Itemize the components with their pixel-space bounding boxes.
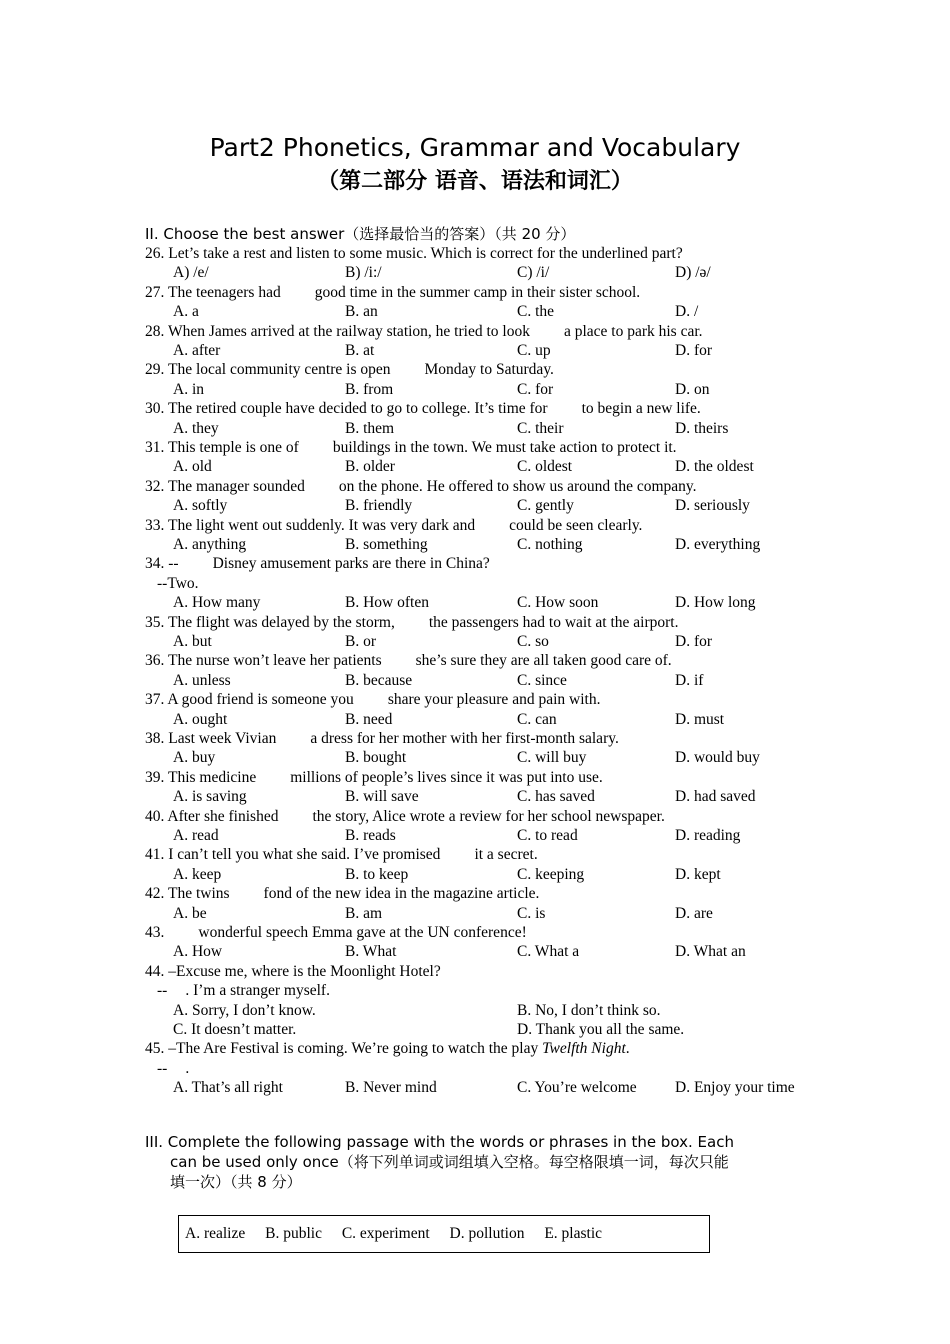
question-stem: 41. I can’t tell you what she said. I’ve promised bbox=[145, 846, 441, 864]
question-list bbox=[145, 244, 845, 1098]
option: A. but bbox=[173, 632, 212, 650]
option: D. had saved bbox=[675, 788, 756, 806]
option: C. gently bbox=[517, 497, 574, 515]
option: A. read bbox=[173, 826, 219, 844]
question-stem: 28. When James arrived at the railway station, he tried to look bbox=[145, 322, 530, 340]
question-stem-end: a place to park his car. bbox=[563, 322, 703, 340]
option: D. kept bbox=[675, 865, 721, 883]
option: A. a bbox=[173, 303, 199, 321]
option: D. What an bbox=[675, 943, 746, 961]
option: C. will buy bbox=[517, 749, 587, 767]
option: C. You’re welcome bbox=[517, 1079, 637, 1097]
option: A. buy bbox=[173, 749, 216, 767]
question-stem: 31. This temple is one of bbox=[145, 438, 299, 456]
question-stem-end: wonderful speech Emma gave at the UN conference! bbox=[198, 923, 527, 941]
option: C. How soon bbox=[517, 594, 599, 612]
option: C. their bbox=[517, 419, 564, 437]
option: A. How bbox=[173, 943, 223, 961]
option: A. keep bbox=[173, 865, 222, 883]
question-item bbox=[145, 360, 845, 399]
option: B. reads bbox=[345, 826, 396, 844]
question-stem-end: the passengers had to wait at the airport. bbox=[428, 613, 679, 631]
option: C. for bbox=[517, 380, 554, 398]
question-stem: 26. Let’s take a rest and listen to some music. Which is correct for the underlined part? bbox=[145, 245, 683, 262]
question-stem: 34. -- bbox=[145, 555, 179, 573]
option: B. friendly bbox=[345, 497, 413, 515]
option: D. on bbox=[675, 380, 710, 398]
question-34 bbox=[145, 554, 845, 612]
option: B. because bbox=[345, 671, 413, 689]
option: B. bought bbox=[345, 749, 407, 767]
option: B) /i:/ bbox=[345, 264, 382, 282]
question-item bbox=[145, 845, 845, 884]
option: A. anything bbox=[173, 535, 247, 553]
word-box-item: A. realize bbox=[185, 1225, 246, 1242]
option: D. theirs bbox=[675, 419, 729, 437]
section-3-line: 填一次）（共 8 分） bbox=[170, 1173, 302, 1191]
question-item bbox=[145, 438, 845, 477]
option: C. oldest bbox=[517, 458, 573, 476]
option: A. is saving bbox=[173, 788, 247, 806]
question-item bbox=[145, 807, 845, 846]
question-stem: 38. Last week Vivian bbox=[145, 729, 277, 747]
question-stem: 42. The twins bbox=[145, 885, 230, 903]
page-subtitle: （第二部分 语音、语法和词汇） bbox=[317, 169, 633, 194]
option: D. Thank you all the same. bbox=[517, 1020, 685, 1038]
question-item bbox=[145, 768, 845, 807]
question-item bbox=[145, 884, 845, 923]
play-title: Twelfth Night bbox=[542, 1040, 626, 1058]
option: D. How long bbox=[675, 594, 756, 612]
option: A. they bbox=[173, 419, 219, 437]
dialogue-reply: . I’m a stranger myself. bbox=[185, 982, 330, 1000]
option: C. up bbox=[517, 341, 551, 359]
option: D. must bbox=[675, 710, 725, 728]
option: D. everything bbox=[675, 535, 761, 553]
question-item bbox=[145, 613, 845, 652]
question-stem-end: the story, Alice wrote a review for her school newspaper. bbox=[312, 807, 665, 825]
option: B. something bbox=[345, 535, 428, 553]
question-stem: 45. –The Are Festival is coming. We’re going to watch the play bbox=[145, 1040, 539, 1058]
option: D) /ə/ bbox=[675, 264, 711, 282]
stem-end: . bbox=[625, 1040, 630, 1058]
option: C. since bbox=[517, 671, 567, 689]
option: C. keeping bbox=[517, 865, 585, 883]
question-item bbox=[145, 477, 845, 516]
question-stem: 39. This medicine bbox=[145, 768, 257, 786]
section-2-heading: II. Choose the best answer（选择最恰当的答案）（共 20 分） bbox=[145, 225, 576, 243]
question-stem: 40. After she finished bbox=[145, 807, 279, 825]
option: D. reading bbox=[675, 826, 741, 844]
question-stem-end: millions of people’s lives since it was put into use. bbox=[290, 768, 603, 786]
question-stem-end: buildings in the town. We must take action to protect it. bbox=[332, 438, 677, 456]
question-item bbox=[145, 690, 845, 729]
question-stem: 36. The nurse won’t leave her patients bbox=[145, 652, 382, 670]
question-stem-end: Monday to Saturday. bbox=[424, 361, 554, 379]
word-box-item: C. experiment bbox=[341, 1225, 430, 1242]
question-item bbox=[145, 283, 845, 322]
question-stem: 44. –Excuse me, where is the Moonlight Hotel? bbox=[145, 962, 441, 980]
question-stem: 35. The flight was delayed by the storm, bbox=[145, 613, 395, 631]
option: B. will save bbox=[345, 788, 419, 806]
question-44 bbox=[145, 962, 845, 1040]
question-stem-end: good time in the summer camp in their sister school. bbox=[314, 283, 641, 301]
question-stem: 43. bbox=[145, 923, 165, 941]
option: B. am bbox=[345, 904, 383, 922]
option: C. the bbox=[517, 303, 555, 321]
option: B. an bbox=[345, 303, 378, 321]
option: B. them bbox=[345, 419, 395, 437]
option: C. is bbox=[517, 904, 546, 922]
option: D. the oldest bbox=[675, 458, 754, 476]
dialogue-dash: -- bbox=[157, 982, 168, 1000]
word-box-item: D. pollution bbox=[449, 1225, 525, 1242]
option: A. be bbox=[173, 904, 207, 922]
option: A. softly bbox=[173, 497, 228, 515]
option: A. unless bbox=[173, 671, 231, 689]
option: B. older bbox=[345, 458, 395, 476]
dialogue-reply: --Two. bbox=[157, 574, 199, 592]
question-stem-end: it a secret. bbox=[474, 846, 538, 864]
option: B. to keep bbox=[345, 865, 409, 883]
option: D. if bbox=[675, 671, 704, 689]
question-item bbox=[145, 516, 845, 555]
option: B. Never mind bbox=[345, 1079, 437, 1097]
question-item bbox=[145, 651, 845, 690]
option: D. would buy bbox=[675, 749, 760, 767]
question-item bbox=[145, 923, 845, 962]
option: A. ought bbox=[173, 710, 228, 728]
option: C. It doesn’t matter. bbox=[173, 1020, 297, 1038]
option: D. for bbox=[675, 341, 713, 359]
option: C. What a bbox=[517, 943, 580, 961]
question-stem-end: share your pleasure and pain with. bbox=[387, 691, 601, 709]
option: C) /i/ bbox=[517, 264, 550, 282]
question-45 bbox=[145, 1039, 845, 1097]
option: B. What bbox=[345, 943, 397, 961]
option: A. after bbox=[173, 341, 221, 359]
option: A. That’s all right bbox=[173, 1079, 283, 1097]
option: D. for bbox=[675, 632, 713, 650]
word-box-item: B. public bbox=[265, 1225, 322, 1242]
question-stem: 33. The light went out suddenly. It was very dark and bbox=[145, 516, 476, 534]
question-stem: 27. The teenagers had bbox=[145, 283, 281, 301]
dialogue-reply: . bbox=[185, 1059, 190, 1077]
question-stem-end: could be seen clearly. bbox=[509, 516, 643, 534]
question-stem-end: a dress for her mother with her first-month salary. bbox=[310, 729, 619, 747]
option: C. can bbox=[517, 710, 557, 728]
section-3-line: III. Complete the following passage with the words or phrases in the box. Each bbox=[145, 1133, 734, 1151]
question-stem-end: fond of the new idea in the magazine article. bbox=[263, 885, 540, 903]
question-stem: 29. The local community centre is open bbox=[145, 361, 391, 379]
option: D. seriously bbox=[675, 497, 750, 515]
question-stem-end: to begin a new life. bbox=[581, 400, 701, 418]
option: A) /e/ bbox=[173, 264, 209, 282]
section-3-heading bbox=[145, 1132, 810, 1192]
question-stem-end: she’s sure they are all taken good care of. bbox=[415, 652, 672, 670]
option: C. has saved bbox=[517, 788, 595, 806]
option: A. Sorry, I don’t know. bbox=[173, 1001, 316, 1019]
option: D. / bbox=[675, 303, 699, 321]
option: B. need bbox=[345, 710, 393, 728]
question-stem-end: Disney amusement parks are there in China? bbox=[212, 555, 490, 573]
option: A. old bbox=[173, 458, 212, 476]
option: A. in bbox=[173, 380, 204, 398]
option: B. How often bbox=[345, 594, 429, 612]
option: B. at bbox=[345, 341, 375, 359]
word-box-item: E. plastic bbox=[544, 1225, 603, 1242]
question-item bbox=[145, 244, 845, 283]
question-stem: 32. The manager sounded bbox=[145, 477, 305, 495]
question-stem: 37. A good friend is someone you bbox=[145, 691, 354, 709]
word-box bbox=[178, 1215, 710, 1253]
question-stem: 30. The retired couple have decided to go to college. It’s time for bbox=[145, 400, 548, 418]
option: A. How many bbox=[173, 594, 261, 612]
question-stem-end: on the phone. He offered to show us around the company. bbox=[338, 477, 697, 495]
option: C. so bbox=[517, 632, 549, 650]
dialogue-dash: -- bbox=[157, 1059, 168, 1077]
section-3-line: can be used only once（将下列单词或词组填入空格。每空格限填一词，每次只能 bbox=[170, 1153, 729, 1171]
question-item bbox=[145, 322, 845, 361]
page-title: Part2 Phonetics, Grammar and Vocabulary bbox=[209, 133, 741, 162]
option: B. or bbox=[345, 632, 376, 650]
option: B. No, I don’t think so. bbox=[517, 1001, 661, 1019]
question-item bbox=[145, 729, 845, 768]
option: D. Enjoy your time bbox=[675, 1079, 795, 1097]
option: D. are bbox=[675, 904, 713, 922]
option: C. to read bbox=[517, 826, 578, 844]
option: C. nothing bbox=[517, 535, 583, 553]
question-item bbox=[145, 399, 845, 438]
option: B. from bbox=[345, 380, 394, 398]
